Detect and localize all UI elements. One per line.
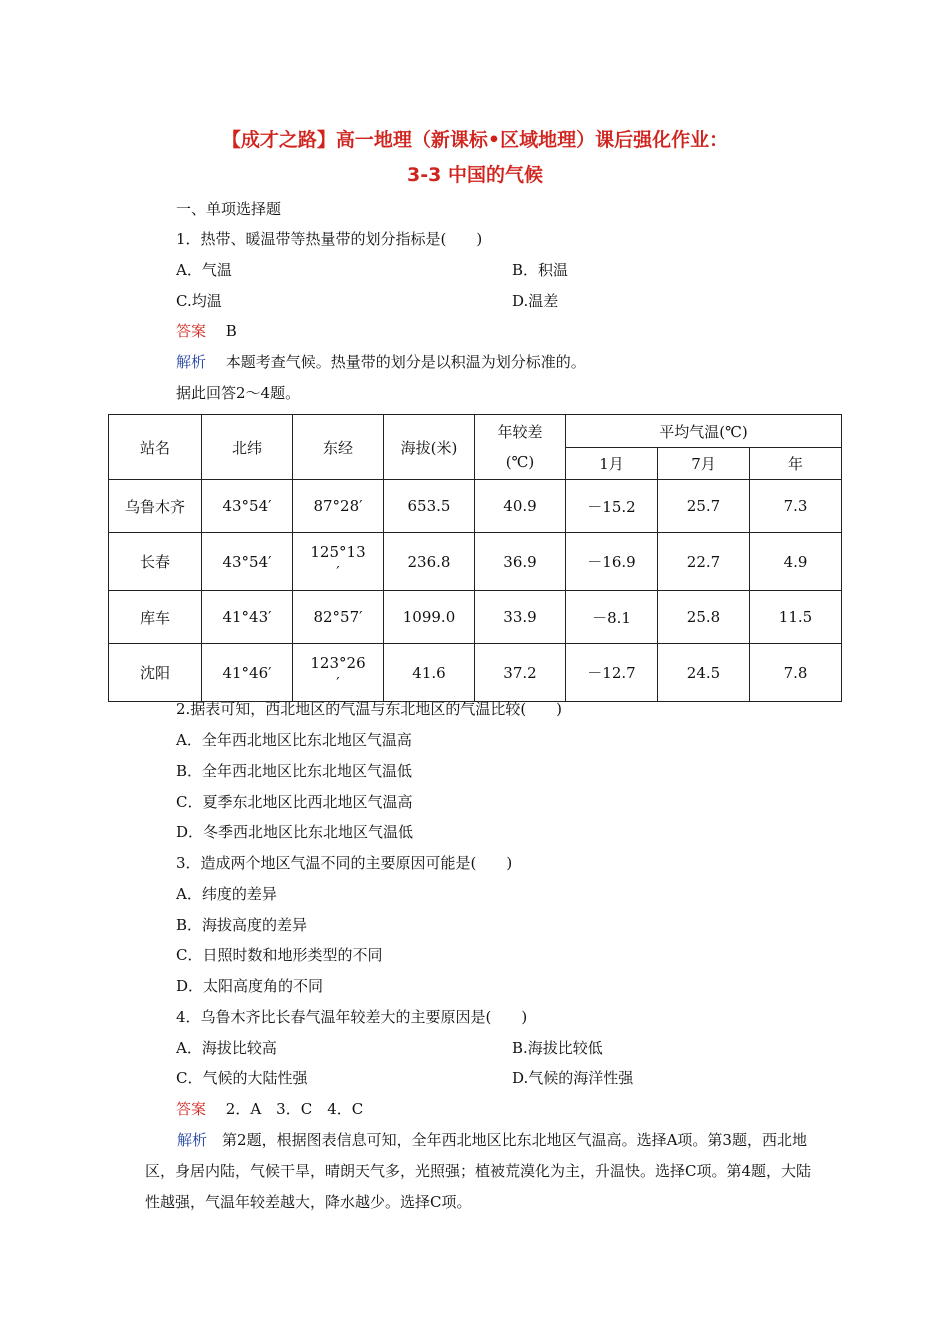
analysis-label: 解析 [176,353,207,371]
doc-title-line1: 【成才之路】高一地理（新课标•区域地理）课后强化作业： [221,129,729,151]
q3-option-a: A．纬度的差异 [176,885,277,903]
cell-jan: －12.7 [566,644,658,702]
q3-option-d: D．太阳高度角的不同 [176,977,324,995]
q2-stem: 2.据表可知，西北地区的气温与东北地区的气温比较( ) [176,700,563,718]
cell-range: 40.9 [475,480,566,533]
cell-jul: 24.5 [658,644,750,702]
cell-jul: 22.7 [658,533,750,591]
cell-alt: 653.5 [384,480,475,533]
q2-option-c: C．夏季东北地区比西北地区气温高 [176,793,413,811]
cell-alt: 1099.0 [384,591,475,644]
cell-lat: 41°46′ [202,644,293,702]
answer-value: 2．A 3．C 4．C [225,1100,364,1118]
q2-option-d: D．冬季西北地区比东北地区气温低 [176,823,414,841]
answer-label: 答案 [176,322,207,340]
cell-range: 33.9 [475,591,566,644]
cell-alt: 236.8 [384,533,475,591]
q1-option-c: C.均温 [176,292,222,310]
cell-jul: 25.7 [658,480,750,533]
analysis-text: 第2题，根据图表信息可知，全年西北地区比东北地区气温高。选择A项。第3题，西北地区，身居内陆，气候干旱，晴朗天气多，光照强；植被荒漠化为主，升温快。选择C项。第4题，大陆性越强，气温年较差越大，降水越少。选择C项。 [145,1131,812,1211]
q4-option-d: D.气候的海洋性强 [512,1069,634,1087]
header-jan: 1月 [566,448,658,480]
q4-option-c: C．气候的大陆性强 [176,1069,308,1087]
climate-table [108,414,842,702]
q1-option-a: A．气温 [176,261,232,279]
header-annual-range [475,415,566,480]
intro-text: 据此回答2～4题。 [176,384,301,402]
cell-lon [293,644,384,702]
doc-title-line2: 3-3 中国的气候 [407,164,543,186]
cell-year: 7.8 [750,644,842,702]
cell-lon: 87°28′ [293,480,384,533]
cell-range: 37.2 [475,644,566,702]
analysis-label: 解析 [177,1131,208,1149]
q2-option-a: A．全年西北地区比东北地区气温高 [176,731,412,749]
table-row [109,480,842,533]
q1-analysis [176,352,586,372]
cell-year: 7.3 [750,480,842,533]
cell-year: 4.9 [750,533,842,591]
cell-station: 库车 [109,591,202,644]
header-avg-temp: 平均气温(℃) [566,415,842,448]
table-row [109,533,842,591]
cell-alt: 41.6 [384,644,475,702]
cell-jul: 25.8 [658,591,750,644]
cell-year: 11.5 [750,591,842,644]
cell-station: 沈阳 [109,644,202,702]
cell-jan: －8.1 [566,591,658,644]
cell-lon: 82°57′ [293,591,384,644]
table-row [109,644,842,702]
cell-lon-minute-mark: ′ [336,673,340,692]
cell-lon-main: 125°13 [310,542,366,561]
header-jul: 7月 [658,448,750,480]
q3-option-b: B．海拔高度的差异 [176,916,308,934]
analysis-2-4 [145,1125,825,1218]
section-heading: 一、单项选择题 [176,200,282,218]
cell-lat: 43°54′ [202,533,293,591]
header-year: 年 [750,448,842,480]
q4-stem: 4．乌鲁木齐比长春气温年较差大的主要原因是( ) [176,1008,528,1026]
header-range-top: 年较差 [497,423,543,441]
q3-option-c: C．日照时数和地形类型的不同 [176,946,383,964]
cell-lon-minute-mark: ′ [336,562,340,581]
cell-lon-main: 123°26 [310,653,366,672]
cell-station: 乌鲁木齐 [109,480,202,533]
table-row [109,591,842,644]
header-altitude: 海拔(米) [384,415,475,480]
answer-label: 答案 [176,1100,207,1118]
q2-option-b: B．全年西北地区比东北地区气温低 [176,762,413,780]
answers-2-4 [176,1099,363,1119]
cell-jan: －15.2 [566,480,658,533]
q4-option-a: A．海拔比较高 [176,1039,277,1057]
q1-option-d: D.温差 [512,292,559,310]
cell-lon [293,533,384,591]
header-latitude: 北纬 [202,415,293,480]
cell-range: 36.9 [475,533,566,591]
header-station: 站名 [109,415,202,480]
q3-stem: 3．造成两个地区气温不同的主要原因可能是( ) [176,854,513,872]
cell-station: 长春 [109,533,202,591]
header-longitude: 东经 [293,415,384,480]
analysis-text: 本题考查气候。热量带的划分是以积温为划分标准的。 [225,353,586,371]
cell-jan: －16.9 [566,533,658,591]
answer-value: B [225,322,237,340]
q1-stem: 1．热带、暖温带等热量带的划分指标是( ) [176,230,483,248]
cell-lat: 41°43′ [202,591,293,644]
q1-option-b: B．积温 [512,261,569,279]
q4-option-b: B.海拔比较低 [512,1039,603,1057]
header-range-unit: (℃) [505,453,535,471]
q1-answer [176,321,237,341]
cell-lat: 43°54′ [202,480,293,533]
